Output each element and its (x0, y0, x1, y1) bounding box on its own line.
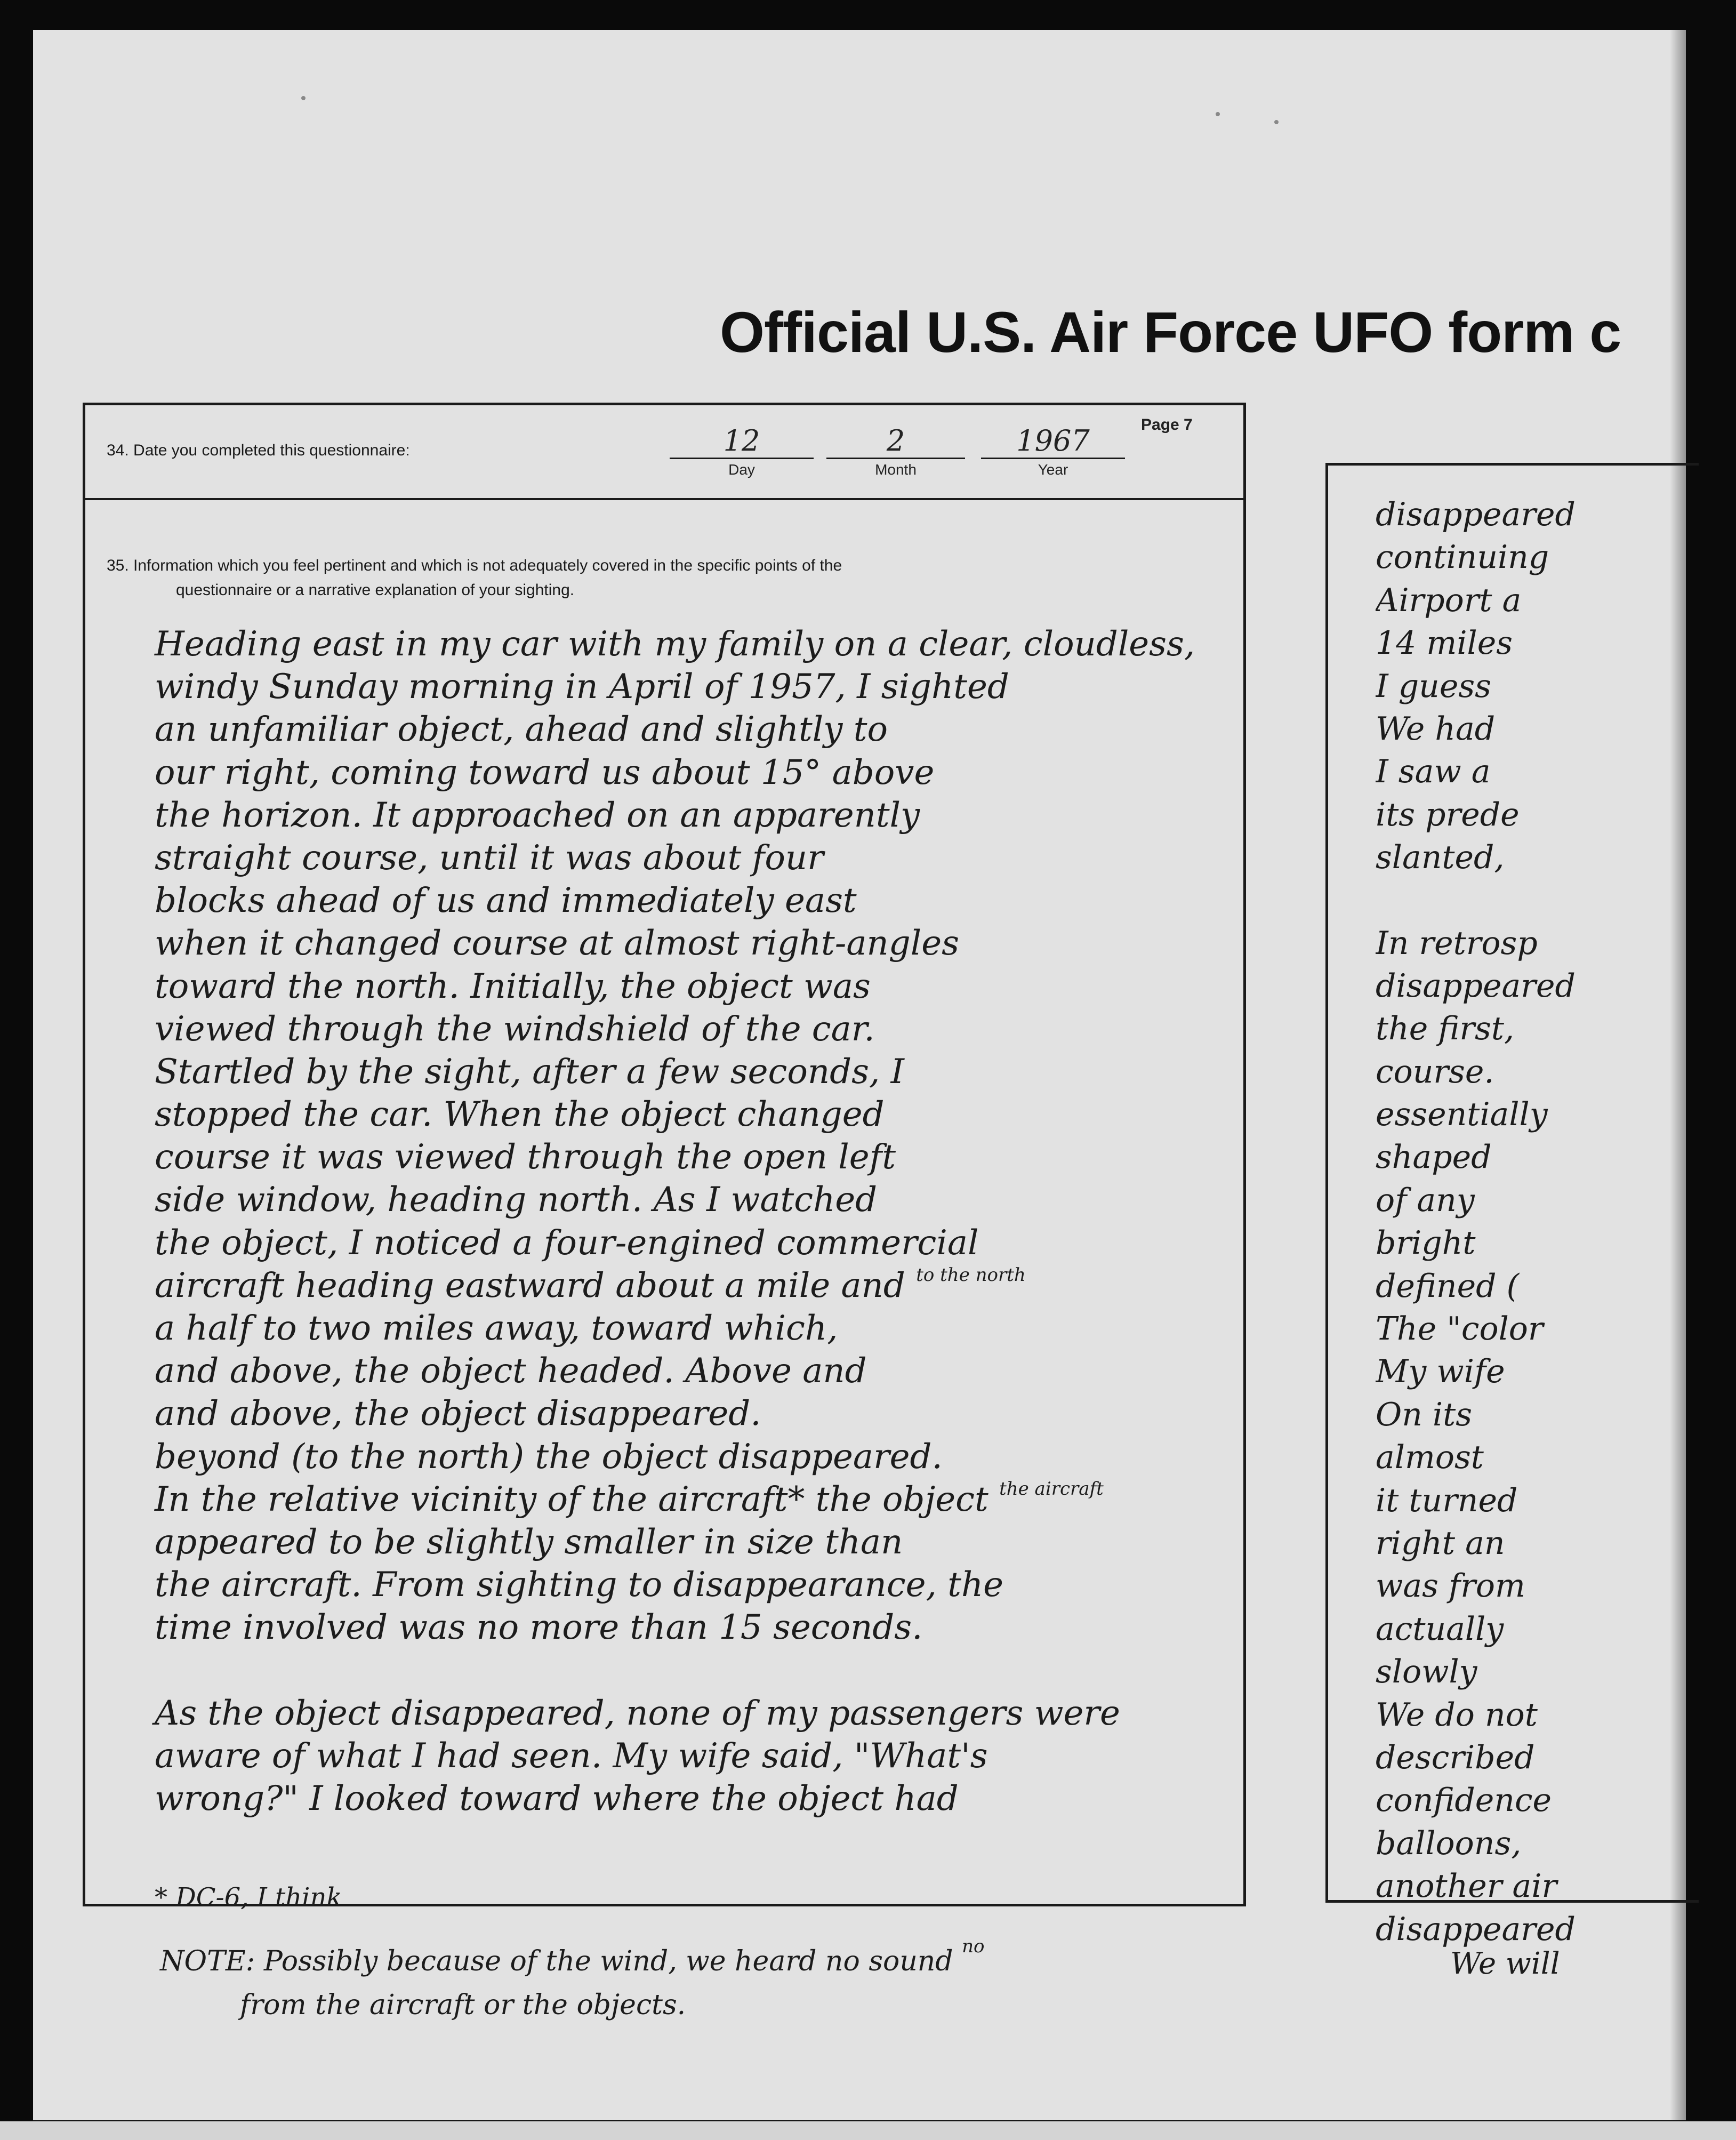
questionnaire-form (83, 403, 1246, 1906)
next-page-line: essentially (1376, 1096, 1548, 1134)
next-page-line: disappeared (1376, 1910, 1576, 1948)
q34-month-value: 2 (886, 424, 905, 458)
next-page-line: right an (1376, 1524, 1505, 1562)
next-page-line: The "color (1376, 1310, 1544, 1348)
page-number: Page 7 (1141, 416, 1193, 434)
next-page-line: bright (1376, 1224, 1476, 1262)
aircraft-footnote: * DC-6, I think (155, 1882, 342, 1912)
narrative-line: the horizon. It approached on an apparently (155, 795, 920, 835)
narrative-line: the aircraft. From sighting to disappearance, the (155, 1565, 1004, 1605)
narrative-line (155, 1264, 1248, 1307)
next-page-line: almost (1376, 1439, 1484, 1477)
narrative-line: time involved was no more than 15 seconds. (155, 1608, 923, 1648)
narrative-line-text: In the relative vicinity of the aircraft* the object (155, 1479, 988, 1519)
q34-year-value: 1967 (1016, 424, 1090, 458)
next-page-line: We do not (1376, 1696, 1538, 1734)
next-page-line: described (1376, 1738, 1535, 1776)
note-line (160, 1936, 985, 1985)
narrative-line: our right, coming toward us about 15° above (155, 752, 935, 792)
next-page-line: it turned (1376, 1481, 1518, 1519)
narrative-line: Startled by the sight, after a few seconds, I (155, 1052, 904, 1092)
next-page-line: disappeared (1376, 496, 1576, 533)
narrative-line: an unfamiliar object, ahead and slightly to (155, 710, 888, 750)
narrative-line: when it changed course at almost right-angles (155, 924, 959, 964)
paragraph-gap (1376, 879, 1706, 922)
next-page-line: In retrosp (1376, 924, 1538, 962)
q34-day-caption: Day (728, 461, 755, 478)
narrative-line-text: aircraft heading eastward about a mile and (155, 1265, 905, 1305)
narrative-line: aware of what I had seen. My wife said, "What's (155, 1736, 988, 1776)
narrative-line: the object, I noticed a four-engined commercial (155, 1223, 979, 1263)
scan-speck (1216, 112, 1220, 116)
narrative-line: course it was viewed through the open left (155, 1137, 896, 1177)
next-page-handwriting (1376, 493, 1706, 1951)
q34-day-line (670, 458, 814, 459)
next-page-line: We had (1376, 710, 1496, 748)
next-page-bottom-line: We will (1450, 1946, 1560, 1981)
note-insertion: no (962, 1936, 985, 1957)
q35-label-line2: questionnaire or a narrative explanation of your sighting. (176, 581, 575, 599)
note-line: from the aircraft or the objects. (240, 1989, 686, 2021)
narrative-insertion: the aircraft (999, 1478, 1104, 1500)
next-page-line: another air (1376, 1868, 1557, 1905)
next-page-line: disappeared (1376, 967, 1576, 1005)
narrative-line: Heading east in my car with my family on a clear, cloudless, (155, 624, 1195, 664)
narrative-line: toward the north. Initially, the object was (155, 966, 871, 1006)
next-page-line: I guess (1376, 667, 1491, 705)
narrative-line: blocks ahead of us and immediately east (155, 881, 857, 921)
next-page-line: I saw a (1376, 753, 1491, 791)
next-page-line: balloons, (1376, 1824, 1522, 1862)
next-page-line: its prede (1376, 796, 1520, 833)
q34-day-value: 12 (723, 424, 760, 458)
next-page-line: slanted, (1376, 839, 1505, 877)
next-page-line: of any (1376, 1181, 1475, 1219)
next-page-line: My wife (1376, 1353, 1505, 1391)
sound-note (160, 1936, 985, 2025)
next-page-line: shaped (1376, 1139, 1492, 1176)
scan-speck (301, 96, 306, 100)
narrative-line: straight course, until it was about four (155, 838, 824, 878)
narrative-handwriting (155, 623, 1248, 1820)
next-page-line: slowly (1376, 1653, 1477, 1691)
narrative-line: viewed through the windshield of the car. (155, 1009, 875, 1049)
narrative-line: windy Sunday morning in April of 1957, I sighted (155, 667, 1009, 707)
page-headline: Official U.S. Air Force UFO form c (720, 300, 1621, 364)
narrative-line: a half to two miles away, toward which, (155, 1309, 838, 1348)
q34-month-field (826, 424, 965, 478)
next-page-line: Airport a (1376, 581, 1522, 619)
q34-label: 34. Date you completed this questionnaire: (107, 442, 410, 459)
narrative-line: beyond (to the north) the object disappeared. (155, 1437, 943, 1477)
q34-year-field (981, 424, 1125, 478)
next-page-line: the first, (1376, 1010, 1515, 1048)
narrative-line: As the object disappeared, none of my passengers were (155, 1693, 1120, 1733)
narrative-line: and above, the object disappeared. (155, 1394, 761, 1434)
next-page-line: On its (1376, 1396, 1472, 1433)
note-line-text: NOTE: Possibly because of the wind, we heard no sound (160, 1945, 953, 1977)
next-page-line: continuing (1376, 539, 1549, 576)
q34-row (85, 405, 1243, 500)
narrative-line: side window, heading north. As I watched (155, 1180, 878, 1220)
scan-bottom-strip (0, 2121, 1736, 2140)
q34-year-line (981, 458, 1125, 459)
narrative-line: stopped the car. When the object changed (155, 1095, 885, 1135)
next-page-line: 14 miles (1376, 624, 1513, 662)
q34-day-field (670, 424, 814, 478)
next-page-line: actually (1376, 1610, 1504, 1648)
narrative-line: and above, the object headed. Above and (155, 1351, 867, 1391)
narrative-line (155, 1478, 1248, 1521)
q34-month-line (826, 458, 965, 459)
next-page-line: confidence (1376, 1782, 1552, 1820)
q34-month-caption: Month (875, 461, 917, 478)
narrative-line: appeared to be slightly smaller in size than (155, 1522, 903, 1562)
q35-label-line1: 35. Information which you feel pertinent and which is not adequately covered in the specific points of the (107, 557, 842, 574)
q34-year-caption: Year (1038, 461, 1068, 478)
next-page-line: course. (1376, 1053, 1494, 1091)
paragraph-gap (155, 1649, 1248, 1692)
narrative-insertion: to the north (916, 1264, 1026, 1286)
narrative-line: wrong?" I looked toward where the object had (155, 1778, 959, 1818)
scan-speck (1274, 120, 1279, 124)
next-page-line: was from (1376, 1567, 1525, 1605)
next-page-line: defined ( (1376, 1267, 1519, 1305)
